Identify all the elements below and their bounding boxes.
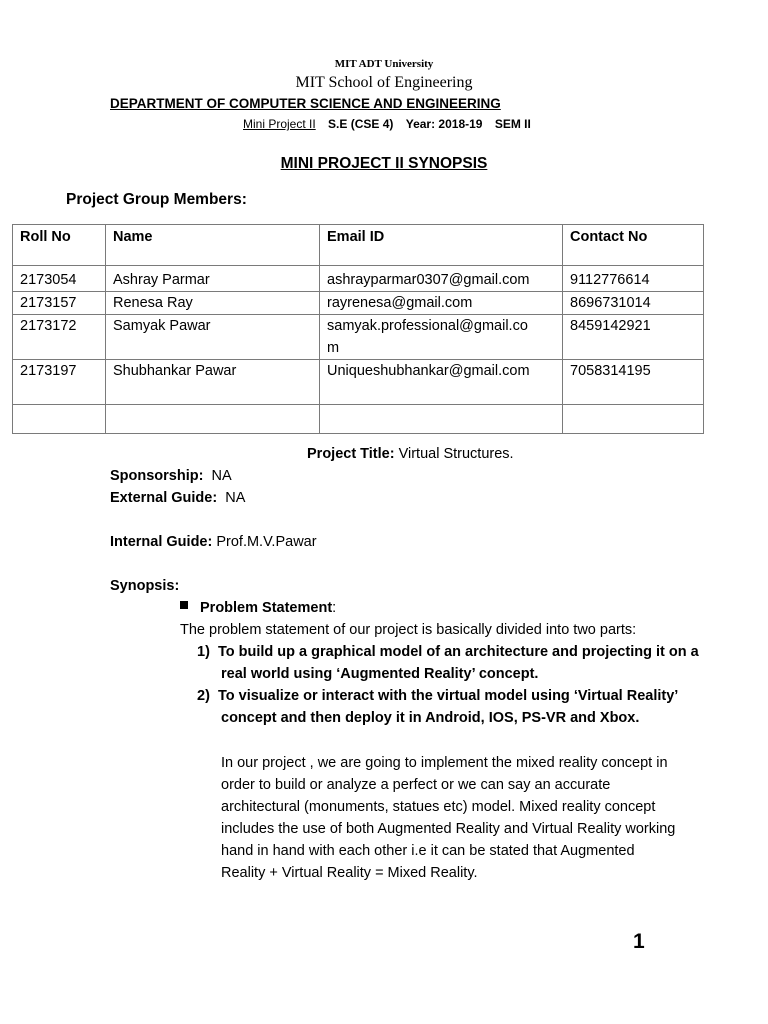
external-guide-label: External Guide: bbox=[110, 490, 218, 506]
course-info bbox=[243, 117, 531, 131]
cell-name: Shubhankar Pawar bbox=[106, 360, 320, 405]
page-number: 1 bbox=[633, 930, 645, 953]
university-name: MIT ADT University bbox=[334, 58, 434, 70]
synopsis-heading: Synopsis: bbox=[110, 578, 180, 594]
sponsorship-label: Sponsorship: bbox=[110, 468, 204, 484]
department-text: DEPARTMENT OF COMPUTER SCIENCE AND ENGINEERING bbox=[110, 96, 501, 111]
list-item-continued: real world using ‘Augmented Reality’ concept. bbox=[221, 666, 539, 682]
project-title-label: Project Title: bbox=[307, 446, 395, 462]
internal-guide bbox=[110, 534, 317, 550]
problem-statement-bullet bbox=[180, 600, 336, 616]
cell-contact: 7058314195 bbox=[563, 360, 704, 405]
cell-email: Uniqueshubhankar@gmail.com bbox=[320, 360, 563, 405]
table-row bbox=[13, 315, 704, 360]
cell-name: Renesa Ray bbox=[106, 292, 320, 315]
list-number: 1) bbox=[197, 644, 210, 660]
cell-empty bbox=[563, 405, 704, 434]
semester: SEM II bbox=[494, 117, 531, 131]
table-header-row bbox=[13, 225, 704, 266]
list-item bbox=[197, 644, 699, 660]
paragraph-line: architectural (monuments, statues etc) model. Mixed reality concept bbox=[221, 799, 656, 815]
class-name: S.E (CSE 4) bbox=[328, 117, 394, 131]
cell-roll: 2173197 bbox=[13, 360, 106, 405]
internal-guide-value: Prof.M.V.Pawar bbox=[212, 534, 317, 550]
list-number: 2) bbox=[197, 688, 210, 704]
external-guide bbox=[110, 490, 245, 506]
cell-roll: 2173172 bbox=[13, 315, 106, 360]
paragraph-line: order to build or analyze a perfect or we can say an accurate bbox=[221, 777, 611, 793]
page-title: MINI PROJECT II SYNOPSIS bbox=[280, 155, 488, 172]
cell-empty bbox=[13, 405, 106, 434]
cell-email bbox=[320, 315, 563, 360]
cell-roll: 2173054 bbox=[13, 266, 106, 292]
header-email: Email ID bbox=[320, 225, 563, 266]
cell-name: Samyak Pawar bbox=[106, 315, 320, 360]
members-heading: Project Group Members: bbox=[66, 191, 247, 208]
header-name: Name bbox=[106, 225, 320, 266]
school-name: MIT School of Engineering bbox=[295, 74, 473, 91]
project-title-value: Virtual Structures. bbox=[394, 446, 514, 462]
list-text: To build up a graphical model of an architecture and projecting it on a bbox=[217, 644, 699, 660]
list-item-continued: concept and then deploy it in Android, IOS, PS-VR and Xbox. bbox=[221, 710, 640, 726]
header-roll: Roll No bbox=[13, 225, 106, 266]
sponsorship-value: NA bbox=[203, 468, 232, 484]
internal-guide-label: Internal Guide: bbox=[110, 534, 213, 550]
list-item bbox=[197, 688, 678, 704]
members-table bbox=[12, 224, 704, 434]
sponsorship bbox=[110, 468, 232, 484]
project-name: Mini Project II bbox=[243, 117, 316, 131]
cell-contact: 8696731014 bbox=[563, 292, 704, 315]
cell-contact: 9112776614 bbox=[563, 266, 704, 292]
department-name bbox=[66, 96, 501, 111]
paragraph-line: In our project , we are going to implement the mixed reality concept in bbox=[221, 755, 668, 771]
cell-email-line: samyak.professional@gmail.co bbox=[327, 318, 528, 334]
cell-empty bbox=[106, 405, 320, 434]
paragraph-line: hand in hand with each other i.e it can be stated that Augmented bbox=[221, 843, 635, 859]
square-bullet-icon bbox=[180, 601, 188, 609]
table-row bbox=[13, 360, 704, 405]
table-row bbox=[13, 266, 704, 292]
academic-year: Year: 2018-19 bbox=[405, 117, 483, 131]
cell-contact: 8459142921 bbox=[563, 315, 704, 360]
external-guide-value: NA bbox=[217, 490, 246, 506]
problem-intro: The problem statement of our project is basically divided into two parts: bbox=[180, 622, 637, 638]
cell-email: ashrayparmar0307@gmail.com bbox=[320, 266, 563, 292]
cell-name: Ashray Parmar bbox=[106, 266, 320, 292]
cell-empty bbox=[320, 405, 563, 434]
header-contact: Contact No bbox=[563, 225, 704, 266]
table-row bbox=[13, 292, 704, 315]
paragraph-line: Reality + Virtual Reality = Mixed Reality. bbox=[221, 865, 478, 881]
problem-statement-heading: Problem Statement bbox=[200, 600, 333, 616]
list-text: To visualize or interact with the virtual model using ‘Virtual Reality’ bbox=[217, 688, 679, 704]
cell-email-line: m bbox=[327, 340, 340, 356]
paragraph-line: includes the use of both Augmented Reality and Virtual Reality working bbox=[221, 821, 676, 837]
project-title bbox=[307, 446, 514, 462]
cell-email: rayrenesa@gmail.com bbox=[320, 292, 563, 315]
cell-roll: 2173157 bbox=[13, 292, 106, 315]
table-row-empty bbox=[13, 405, 704, 434]
problem-statement-colon: : bbox=[332, 600, 337, 616]
